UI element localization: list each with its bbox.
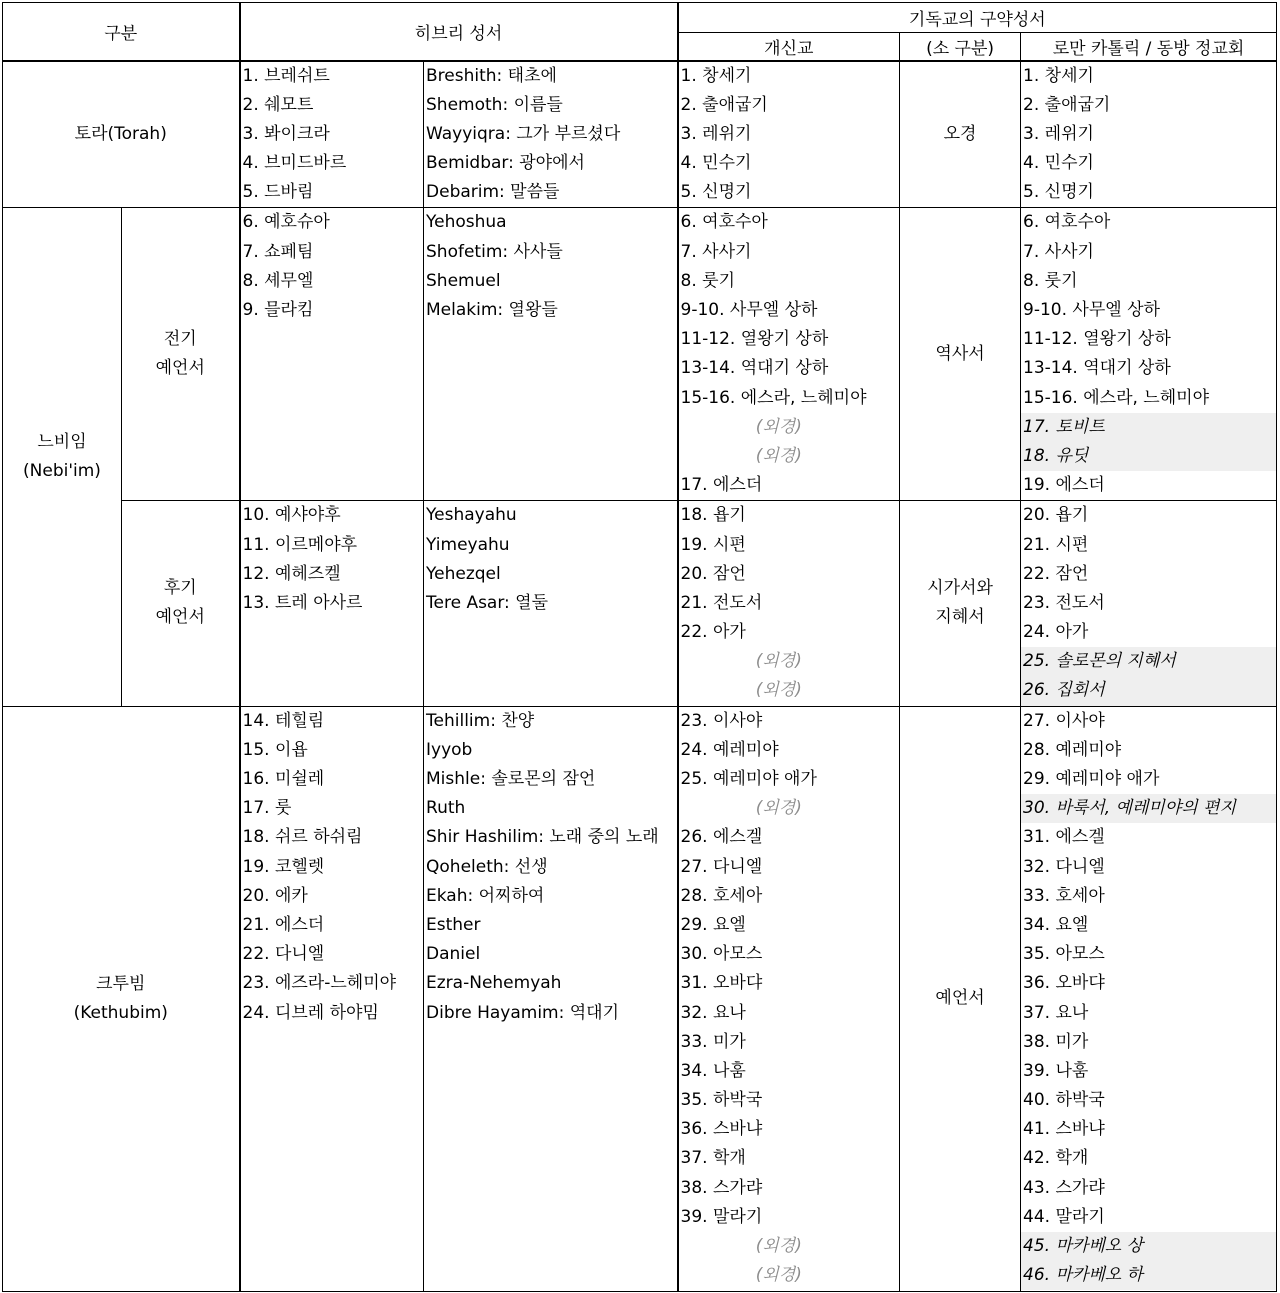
nebiim-label-line1: 느비임 [37,432,87,453]
book-item: 21. 전도서 [680,592,763,613]
book-item: Shofetim: 사사들 [426,241,563,262]
latter-subdivision-line2: 지혜서 [935,607,985,628]
header-christian-ot: 기독교의 구약성서 [678,3,1277,33]
torah-label: 토라(Torah) [3,61,240,208]
torah-hebrew-list [240,61,424,208]
book-item: 11. 이르메야후 [242,534,358,555]
apocrypha-placeholder: (외경) [755,651,802,672]
book-item: 7. 쇼페팀 [242,241,314,262]
book-item: 7. 사사기 [1023,241,1094,262]
apocrypha-placeholder: (외경) [755,798,802,819]
book-item: 11-12. 열왕기 상하 [680,329,829,350]
former-hebrew-list [240,208,424,501]
book-item: 36. 스바냐 [680,1119,763,1140]
book-item: 2. 출애굽기 [680,94,768,115]
book-item: 29. 예레미야 애가 [1023,769,1160,789]
former-subdivision: 역사서 [900,208,1021,501]
book-item: 29. 요엘 [680,914,746,935]
book-item: 9. 믈라킴 [242,300,314,320]
book-item: 39. 말라기 [680,1206,763,1227]
book-item: Yehezqel [426,563,501,584]
book-item: Yeshayahu [426,505,517,526]
book-item: 22. 아가 [680,622,746,643]
former-label-line2: 예언서 [155,358,205,379]
torah-names-list [424,61,678,208]
book-item: 24. 디브레 하야밈 [242,1002,379,1023]
book-item: 23. 전도서 [1023,592,1105,613]
former-catholic-list [1021,208,1277,501]
book-item: 1. 브레쉬트 [242,65,330,86]
book-item: Shir Hashilim: 노래 중의 노래 [426,827,659,848]
book-item: 13-14. 역대기 상하 [680,358,829,379]
book-item: 16. 미쉴레 [242,769,325,789]
book-item: 19. 시편 [680,534,746,555]
book-item: 38. 미가 [1023,1031,1089,1052]
book-item: 35. 아모스 [1023,944,1105,965]
latter-label-line2: 예언서 [155,607,205,628]
former-protestant-list [678,208,900,501]
former-prophets-label [122,208,240,501]
former-names-list [424,208,678,501]
book-item: 28. 호세아 [680,885,763,906]
torah-protestant-list [678,61,900,208]
book-item: 3. 레위기 [680,123,752,144]
nebiim-label [3,208,122,706]
book-item: 6. 여호수아 [1023,212,1111,233]
book-item: 22. 다니엘 [242,944,325,965]
latter-subdivision [900,501,1021,706]
book-item: 24. 예레미야 [680,739,779,760]
kethubim-protestant-list [678,706,900,1291]
latter-label-line1: 후기 [163,578,197,599]
latter-subdivision-line1: 시가서와 [927,578,993,599]
latter-hebrew-list [240,501,424,706]
book-item: 39. 나훔 [1023,1060,1089,1081]
book-item: 32. 다니엘 [1023,856,1105,877]
book-item: 31. 오바댜 [680,973,763,994]
book-item: 37. 요나 [1023,1002,1089,1023]
book-item: 17. 에스더 [680,475,763,496]
book-item: 31. 에스겔 [1023,827,1105,848]
former-label-line1: 전기 [163,329,197,350]
book-item: 30. 바룩서, 예레미야의 편지 [1021,794,1276,823]
book-item: Esther [426,914,481,935]
book-item: 14. 테힐림 [242,710,325,731]
book-item: 42. 학개 [1023,1148,1089,1169]
book-item: Shemuel [426,270,501,291]
book-item: 23. 이사야 [680,710,763,731]
header-subdivision: (소 구분) [900,33,1021,61]
book-item: 1. 창세기 [1023,65,1094,86]
book-item: 19. 에스더 [1023,475,1105,496]
book-item: 20. 잠언 [680,563,746,584]
book-item: Qoheleth: 선생 [426,856,548,877]
book-item: 4. 브미드바르 [242,153,347,174]
latter-catholic-list [1021,501,1277,706]
book-item: Breshith: 태초에 [426,65,557,86]
book-item: 15-16. 에스라, 느헤미야 [680,387,867,408]
book-item: Yehoshua [426,212,507,233]
book-item: 33. 호세아 [1023,885,1105,906]
book-item: 43. 스가랴 [1023,1177,1105,1198]
book-item: 2. 출애굽기 [1023,94,1111,115]
book-item: 36. 오바댜 [1023,973,1105,994]
book-item: Ekah: 어찌하여 [426,885,545,906]
apocrypha-placeholder: (외경) [755,416,802,437]
kethubim-names-list [424,706,678,1291]
book-item: 5. 신명기 [680,182,752,203]
book-item: 13. 트레 아사르 [242,592,363,613]
book-item: 22. 잠언 [1023,563,1089,584]
book-item: 4. 민수기 [680,153,752,174]
book-item: 20. 욥기 [1023,505,1089,526]
book-item: 46. 마카베오 하 [1021,1261,1276,1290]
book-item: 18. 유딧 [1021,442,1276,471]
book-item: 3. 봐이크라 [242,123,330,144]
header-catholic-orthodox: 로만 카톨릭 / 동방 정교회 [1021,33,1277,61]
book-item: 33. 미가 [680,1031,746,1052]
book-item: 35. 하박국 [680,1090,763,1111]
kethubim-catholic-list [1021,706,1277,1291]
torah-catholic-list [1021,61,1277,208]
book-item: 34. 요엘 [1023,914,1089,935]
book-item: 18. 욥기 [680,505,746,526]
book-item: 5. 신명기 [1023,182,1094,203]
book-item: Ruth [426,798,466,819]
row-torah [3,61,1277,208]
book-item: Dibre Hayamim: 역대기 [426,1002,620,1023]
book-item: 37. 학개 [680,1148,746,1169]
book-item: 26. 에스겔 [680,827,763,848]
torah-subdivision: 오경 [900,61,1021,208]
latter-protestant-list [678,501,900,706]
kethubim-label-line2: (Kethubim) [73,1002,168,1023]
kethubim-hebrew-list [240,706,424,1291]
book-item: 18. 쉬르 하쉬림 [242,827,363,848]
latter-prophets-label [122,501,240,706]
book-item: 13-14. 역대기 상하 [1023,358,1171,379]
book-item: 15. 이욥 [242,739,308,760]
kethubim-label-line1: 크투빔 [96,973,146,994]
book-item: 21. 시편 [1023,534,1089,555]
book-item: Iyyob [426,739,473,760]
book-item: 3. 레위기 [1023,123,1094,144]
apocrypha-placeholder: (외경) [755,680,802,701]
book-item: 10. 예샤야후 [242,505,341,526]
book-item: 6. 여호수아 [680,212,768,233]
book-item: Tere Asar: 열둘 [426,592,549,613]
book-item: Daniel [426,944,481,965]
book-item: Bemidbar: 광야에서 [426,153,585,174]
header-hebrew-bible: 히브리 성서 [240,3,678,61]
book-item: 38. 스가랴 [680,1177,763,1198]
book-item: Wayyiqra: 그가 부르셨다 [426,123,621,144]
book-item: 9-10. 사무엘 상하 [1023,300,1160,320]
row-former-prophets [3,208,1277,501]
book-item: 40. 하박국 [1023,1090,1105,1111]
book-item: Melakim: 열왕들 [426,300,558,320]
book-item: 19. 코헬렛 [242,856,325,877]
book-item: 27. 다니엘 [680,856,763,877]
apocrypha-placeholder: (외경) [755,1236,802,1256]
book-item: Ezra-Nehemyah [426,973,562,994]
book-item: 30. 아모스 [680,944,763,965]
book-item: 27. 이사야 [1023,710,1105,731]
book-item: 32. 요나 [680,1002,746,1023]
row-latter-prophets [3,501,1277,706]
book-item: 23. 에즈라-느헤미야 [242,973,397,994]
book-item: 41. 스바냐 [1023,1119,1105,1140]
book-item: Tehillim: 찬양 [426,710,535,731]
book-item: 44. 말라기 [1023,1206,1105,1227]
book-item: 34. 나훔 [680,1060,746,1081]
book-item: 45. 마카베오 상 [1021,1232,1276,1261]
book-item: 17. 토비트 [1021,413,1276,442]
book-item: 7. 사사기 [680,241,752,262]
book-item: 4. 민수기 [1023,153,1094,174]
book-item: 25. 예레미야 애가 [680,769,817,789]
book-item: 21. 에스더 [242,914,325,935]
book-item: Debarim: 말씀들 [426,182,560,203]
book-item: 5. 드바림 [242,182,314,203]
canon-comparison-table [2,2,1277,1292]
apocrypha-placeholder: (외경) [755,1265,802,1286]
book-item: 8. 룻기 [680,270,735,291]
book-item: 24. 아가 [1023,622,1089,643]
kethubim-subdivision: 예언서 [900,706,1021,1291]
book-item: 17. 룻 [242,798,292,819]
book-item: 20. 에카 [242,885,308,906]
book-item: Mishle: 솔로몬의 잠언 [426,769,596,789]
book-item: Shemoth: 이름들 [426,94,563,115]
header-category: 구분 [3,3,240,61]
apocrypha-placeholder: (외경) [755,445,802,466]
book-item: 9-10. 사무엘 상하 [680,300,818,320]
book-item: Yimeyahu [426,534,510,555]
book-item: 12. 예헤즈켈 [242,563,341,584]
book-item: 25. 솔로몬의 지혜서 [1021,647,1276,676]
book-item: 1. 창세기 [680,65,752,86]
latter-names-list [424,501,678,706]
book-item: 6. 예호슈아 [242,212,330,233]
book-item: 11-12. 열왕기 상하 [1023,329,1171,350]
row-kethubim [3,706,1277,1291]
book-item: 8. 룻기 [1023,270,1078,291]
book-item: 8. 셰무엘 [242,270,314,291]
book-item: 15-16. 에스라, 느헤미야 [1023,387,1209,408]
book-item: 26. 집회서 [1021,676,1276,705]
kethubim-label [3,706,240,1291]
book-item: 2. 쉐모트 [242,94,314,115]
header-protestant: 개신교 [678,33,900,61]
nebiim-label-line2: (Nebi'im) [23,461,101,482]
book-item: 28. 예레미야 [1023,739,1122,760]
